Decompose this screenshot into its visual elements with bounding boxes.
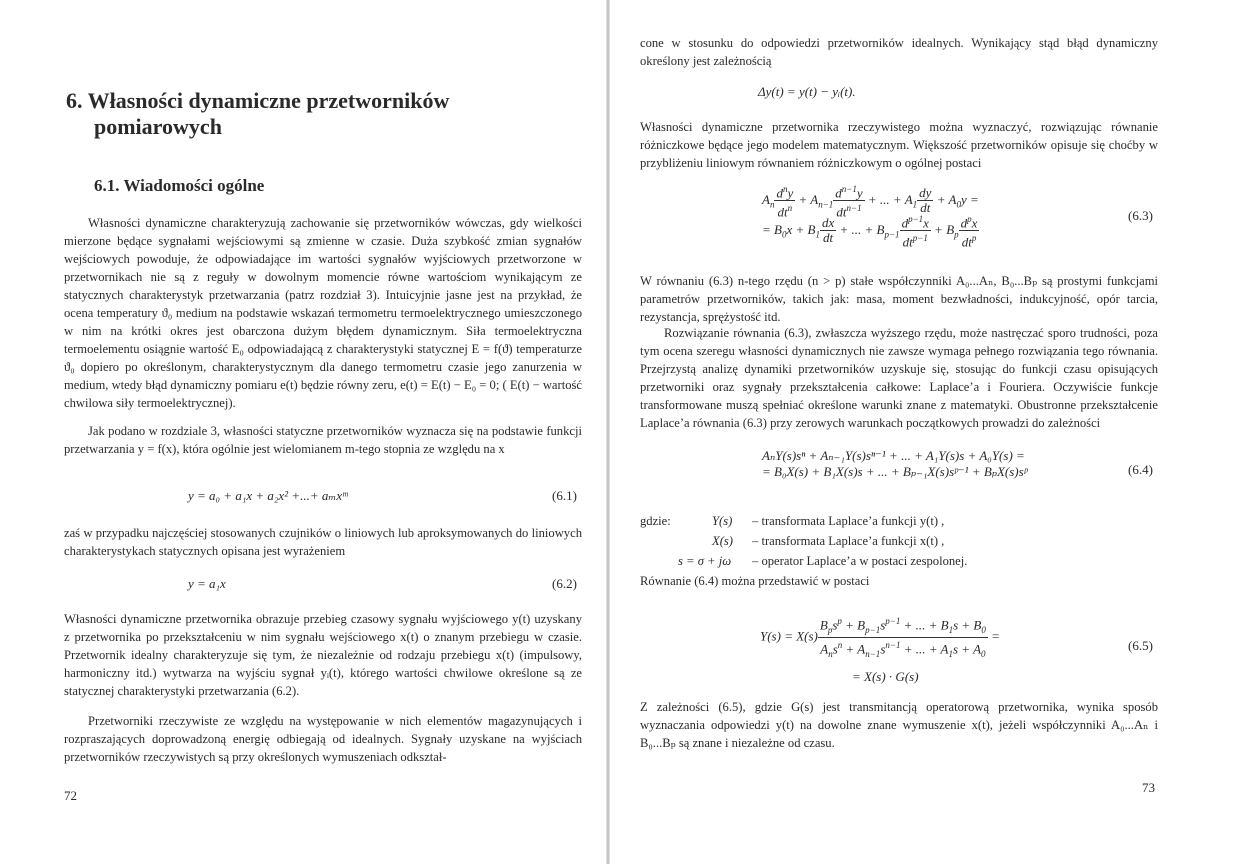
equation-6-3: $A_n$ $\frac{d^ny}{dt^n}$ + $A_{n-1}$ $\frac{d^{n-1}y}{dt^{n-1}}$ + ... + $A_1$ $\frac{dy}{dt}$ + $A_0y$ = = $B_0x + B_1$ $\frac{dx}{dt}$ + ... + $B_{p-1}$ $\frac{d^{p-1}x}{dt^{p-1}}$ + $B_p$ $\frac{d^px}{dt^p}$ [762, 184, 979, 250]
right-paragraph-3: W równaniu (6.3) n-tego rzędu (n > p) stałe współczynniki A₀...Aₙ, B₀...Bₚ są prostymi funkcjami parametrów przetworników, takich jak: masa, moment bezwładności, indukcyjność, opór tarcia, rezystancja, sprężystość itd. [640, 274, 1158, 324]
equation-6-2-number: (6.2) [552, 576, 577, 591]
right-paragraph-1: cone w stosunku do odpowiedzi przetworników idealnych. Wynikający stąd błąd dynamiczny określony jest zależnością [640, 36, 1158, 68]
equation-6-4-line2: = B₀X(s) + B₁X(s)s + ... + Bₚ₋₁X(s)sᵖ⁻¹ + BₚX(s)sᵖ [762, 464, 1028, 479]
equation-6-5: Y(s) = X(s) $\frac{B_ps^p + B_{p-1}s^{p-1} + ... + B_1s + B_0}{A_ns^n + A_{n-1}s^{n-1} + ... + A_1s + A_0}$ = = X(s) · G(s) [760, 614, 1080, 685]
left-paragraph-4: Własności dynamiczne przetwornika obrazuje przebieg czasowy sygnału wyjściowego y(t) uzyskany z przetwornika po przekształceniu w nim sygnału wejściowego x(t) o znanym przebiegu w czasie. Przetwornik idealny charakteryzuje się tym, że niezależnie od rodzaju przebiegu x(t) (impulsowy, harmoniczny itd.) wytwarza na wyjściu sygnał yᵢ(t), którego wartości chwilowe określone są ze statycznej charakterystyki przetwarzania (6.2). [64, 612, 582, 698]
right-paragraph-5: Równanie (6.4) można przedstawić w postaci [640, 574, 870, 588]
equation-6-1-number: (6.1) [552, 488, 577, 503]
def-symbol-Y: Y(s) [712, 514, 733, 528]
equation-6-2: y = a₁x [188, 576, 226, 591]
equation-6-4-number: (6.4) [1128, 462, 1153, 477]
equation-delta-y: Δy(t) = y(t) − yᵢ(t). [758, 84, 856, 99]
right-paragraph-6: Z zależności (6.5), gdzie G(s) jest transmitancją operatorową przetwornika, wynika sposób wyznaczania odpowiedzi y(t) na dowolne znane wymuszenie x(t), jeżeli współczynniki A₀...Aₙ i B₀...Bₚ są znane i niezależne od czasu. [640, 700, 1158, 750]
chapter-title [66, 88, 566, 140]
def-text-X: – transformata Laplace’a funkcji x(t) , [752, 534, 945, 548]
equation-6-1: y = a₀ + a₁x + a₂x² +...+ aₘxᵐ [188, 488, 348, 503]
def-symbol-X: X(s) [712, 534, 733, 548]
right-paragraph-2: Własności dynamiczne przetwornika rzeczywistego można wyznaczyć, rozwiązując równanie różniczkowe będące jego modelem matematycznym. Większość przetworników opisuje się choćby w przybliżeniu liniowym równaniem różniczkowym o ogólnej postaci [640, 120, 1158, 170]
def-symbol-s: s = σ + jω [678, 554, 732, 568]
right-paragraph-4: Rozwiązanie równania (6.3), zwłaszcza wyższego rzędu, może nastręczać sporo trudności, poza tym ocena szeregu własności dynamicznych nie zawsze wymaga pełnego rozwiązania tego równania. Przejrzystą analizę dynamiki przetworników uzyskuje się, stosując do funkcji czasu opisujących przetworniki oraz sygnały przekształcenia całkowe: Laplace’a i Fouriera. Oczywiście funkcje transformowane muszą spełniać określone warunki znane z matematyki. Obustronne przekształcenie Laplace’a równania (6.3) przy zerowych warunkach początkowych prowadzi do zależności [640, 326, 1158, 430]
page-number-right: 73 [1142, 780, 1155, 795]
page-number-left: 72 [64, 788, 77, 803]
left-paragraph-5: Przetworniki rzeczywiste ze względu na występowanie w nich elementów magazynujących i rozpraszających doprowadzoną energię odbiegają od idealnych. Sygnały uzyskane na wyjściach przetworników rzeczywistych są przy określonych wymuszeniach odkształ- [64, 714, 582, 764]
chapter-title-line1: 6. Własności dynamiczne przetworników [66, 88, 450, 113]
definitions-label: gdzie: [640, 514, 671, 528]
left-paragraph-3: zaś w przypadku najczęściej stosowanych czujników o liniowych lub aproksymowanych do liniowych charakterystykach statycznych opisana jest wyrażeniem [64, 526, 582, 558]
equation-6-4-line1: AₙY(s)sⁿ + Aₙ₋₁Y(s)sⁿ⁻¹ + ... + A₁Y(s)s + A₀Y(s) = [762, 448, 1025, 463]
left-paragraph-2: Jak podano w rozdziale 3, własności statyczne przetworników wyznacza się na podstawie funkcji przetwarzania y = f(x), która ogólnie jest wielomianem m-tego stopnia ze względu na x [64, 424, 582, 456]
equation-6-5-number: (6.5) [1128, 638, 1153, 653]
left-paragraph-1: Własności dynamiczne charakteryzują zachowanie się przetworników wówczas, gdy wielkości mierzone będące sygnałami wejściowymi są zmienne w czasie. Duża szybkość zmian sygnałów wejściowych powoduje, że odpowiadające im wartości sygnałów wyjściowych przetworzone w przetwornikach nie są z reguły w dowolnym momencie równe wartościom wynikającym ze statycznych charakterystyk przetwarzania (patrz rozdział 3). Intuicyjnie jasne jest na przykład, że ocena temperatury ϑ₀ medium na podstawie wskazań termometru termoelektrycznego umieszczonego w nim na krótki okres jest obarczona dużym błędem dynamicznym. Siła termoelektryczna termoelementu osiągnie wartość E₀ odpowiadającą z charakterystyki statycznej E = f(ϑ) temperaturze ϑ₀ dopiero po określonym, charakterystycznym dla danego termometru czasie jego zanurzenia w medium, wtedy błąd dynamiczny pomiaru e(t) będzie równy zeru, e(t) = E(t) − E₀ = 0; ( E(t) − wartość chwilowa siły termoelektrycznej). [64, 216, 582, 410]
equation-6-3-number: (6.3) [1128, 208, 1153, 223]
def-text-Y: – transformata Laplace’a funkcji y(t) , [752, 514, 945, 528]
equation-6-5-line2: = X(s) · G(s) [852, 668, 919, 684]
def-text-s: – operator Laplace’a w postaci zespolonej. [752, 554, 968, 568]
right-page [612, 0, 1236, 864]
section-title: 6.1. Wiadomości ogólne [94, 176, 265, 195]
equation-6-4 [762, 448, 1027, 480]
chapter-title-line2: pomiarowych [94, 114, 222, 139]
left-page [0, 0, 610, 864]
